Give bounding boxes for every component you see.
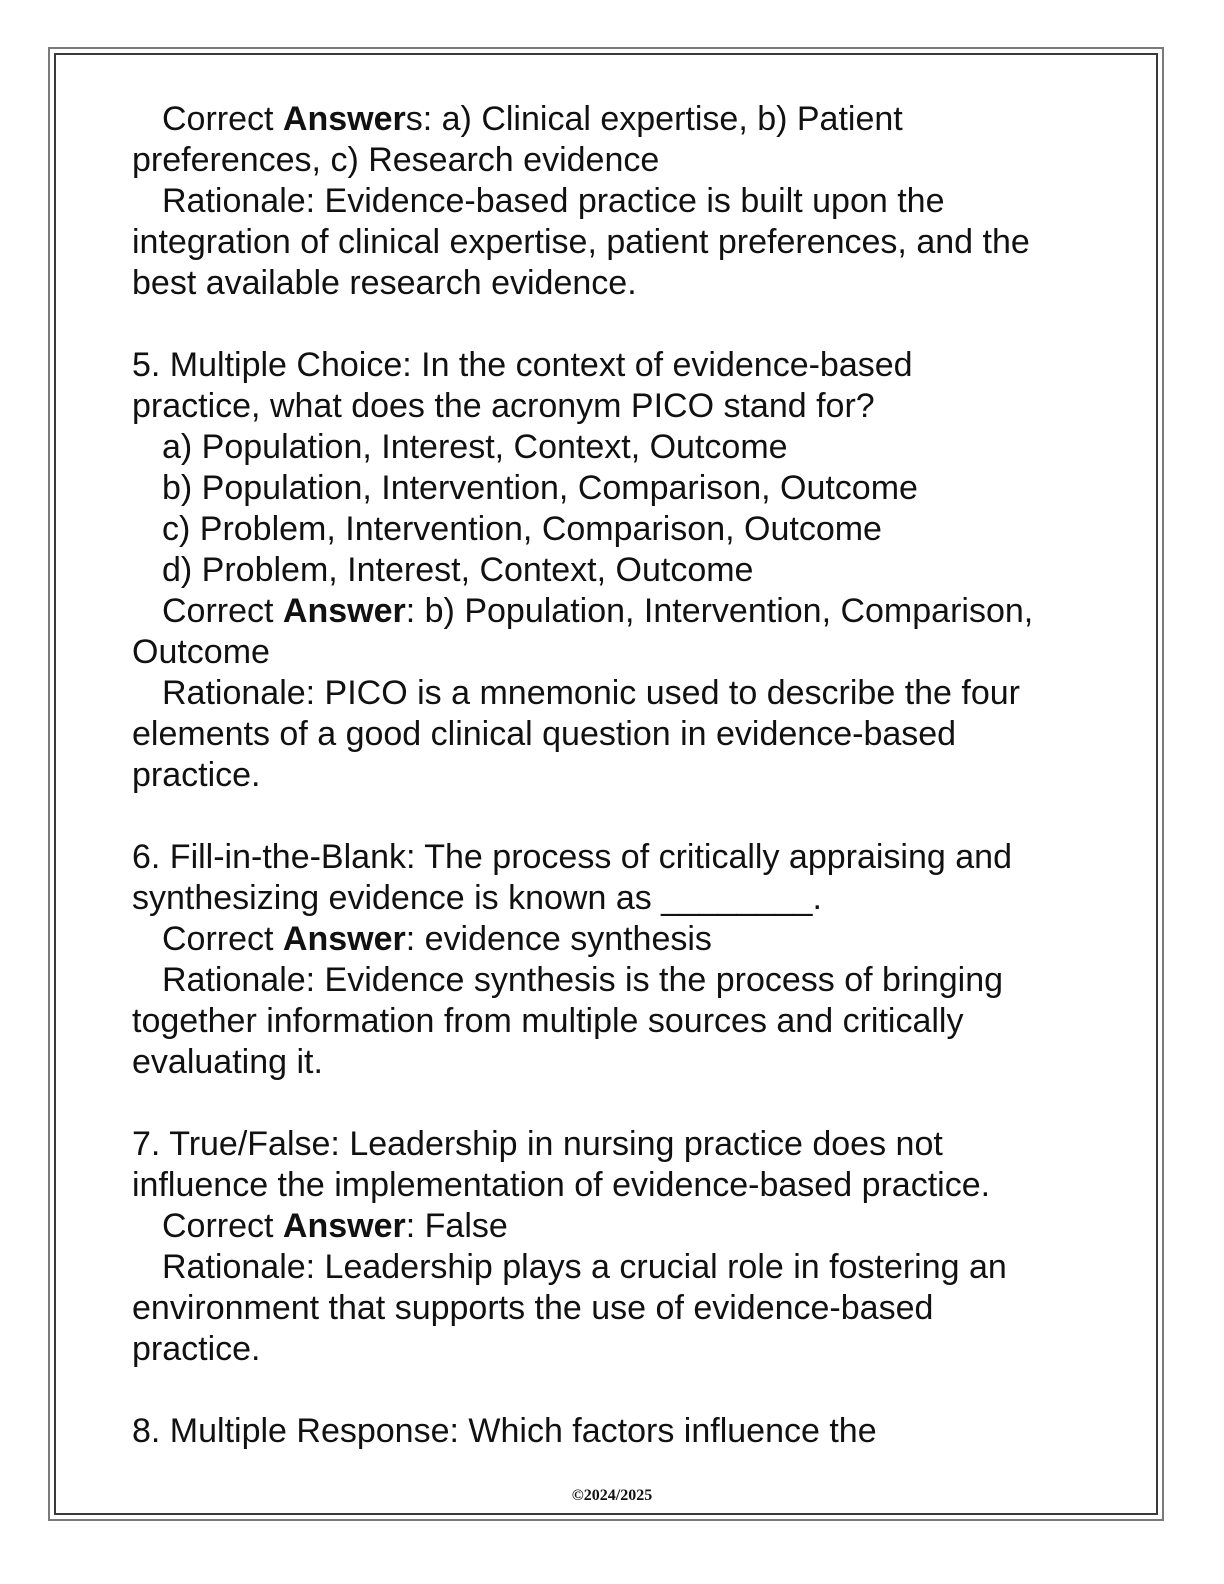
answer-label: Answer (282, 920, 406, 958)
document-body (132, 99, 1092, 1452)
q5-answer-continued: Outcome (132, 633, 270, 671)
q4-answer-continued: preferences, c) Research evidence (132, 141, 660, 179)
q6-question-line-2: synthesizing evidence is known as ________. (132, 879, 822, 917)
q6-question-line-1: 6. Fill-in-the-Blank: The process of critically appraising and (132, 838, 1012, 876)
q5-option-a: a) Population, Interest, Context, Outcome (162, 428, 788, 466)
answer-prefix: Correct (162, 1207, 283, 1245)
q5-rationale-line-3: practice. (132, 756, 261, 794)
answer-prefix: Correct (162, 592, 283, 630)
q6-rationale-line-2: together information from multiple sources and critically (132, 1002, 964, 1040)
answer-prefix: Correct (162, 920, 283, 958)
spacer (132, 1370, 1092, 1411)
answer-text: s: a) Clinical expertise, b) Patient (405, 100, 903, 138)
q5-rationale-line-2: elements of a good clinical question in evidence-based (132, 715, 957, 753)
q8-question-line-1: 8. Multiple Response: Which factors influence the (132, 1412, 877, 1450)
q7-question-line-1: 7. True/False: Leadership in nursing practice does not (132, 1125, 943, 1163)
answer-label: Answer (282, 100, 406, 138)
spacer (132, 304, 1092, 345)
q7-question-line-2: influence the implementation of evidence-based practice. (132, 1166, 991, 1204)
q5-option-c: c) Problem, Intervention, Comparison, Outcome (162, 510, 882, 548)
q5-correct-answer (132, 591, 1092, 632)
q7-rationale-line-1: Rationale: Leadership plays a crucial role in fostering an (162, 1248, 1007, 1286)
q5-question-line-1: 5. Multiple Choice: In the context of evidence-based (132, 346, 913, 384)
q7-correct-answer (132, 1206, 1092, 1247)
answer-text: : evidence synthesis (405, 920, 712, 958)
q4-rationale-line-1: Rationale: Evidence-based practice is built upon the (162, 182, 945, 220)
q5-rationale-line-1: Rationale: PICO is a mnemonic used to describe the four (162, 674, 1020, 712)
spacer (132, 1083, 1092, 1124)
q6-rationale-line-1: Rationale: Evidence synthesis is the process of bringing (162, 961, 1004, 999)
answer-text: : False (405, 1207, 508, 1245)
q4-rationale-line-3: best available research evidence. (132, 264, 637, 302)
q5-question-line-2: practice, what does the acronym PICO stand for? (132, 387, 875, 425)
q4-rationale-line-2: integration of clinical expertise, patient preferences, and the (132, 223, 1030, 261)
q5-option-d: d) Problem, Interest, Context, Outcome (162, 551, 754, 589)
answer-label: Answer (282, 592, 406, 630)
answer-label: Answer (282, 1207, 406, 1245)
q4-correct-answer (132, 99, 1092, 140)
q6-rationale-line-3: evaluating it. (132, 1043, 323, 1081)
q7-rationale-line-3: practice. (132, 1330, 261, 1368)
answer-text: : b) Population, Intervention, Comparison, (405, 592, 1034, 630)
spacer (132, 796, 1092, 837)
copyright-footer: ©2024/2025 (571, 1487, 653, 1504)
q7-rationale-line-2: environment that supports the use of evidence-based (132, 1289, 934, 1327)
answer-prefix: Correct (162, 100, 283, 138)
q5-option-b: b) Population, Intervention, Comparison, Outcome (162, 469, 918, 507)
q6-correct-answer (132, 919, 1092, 960)
